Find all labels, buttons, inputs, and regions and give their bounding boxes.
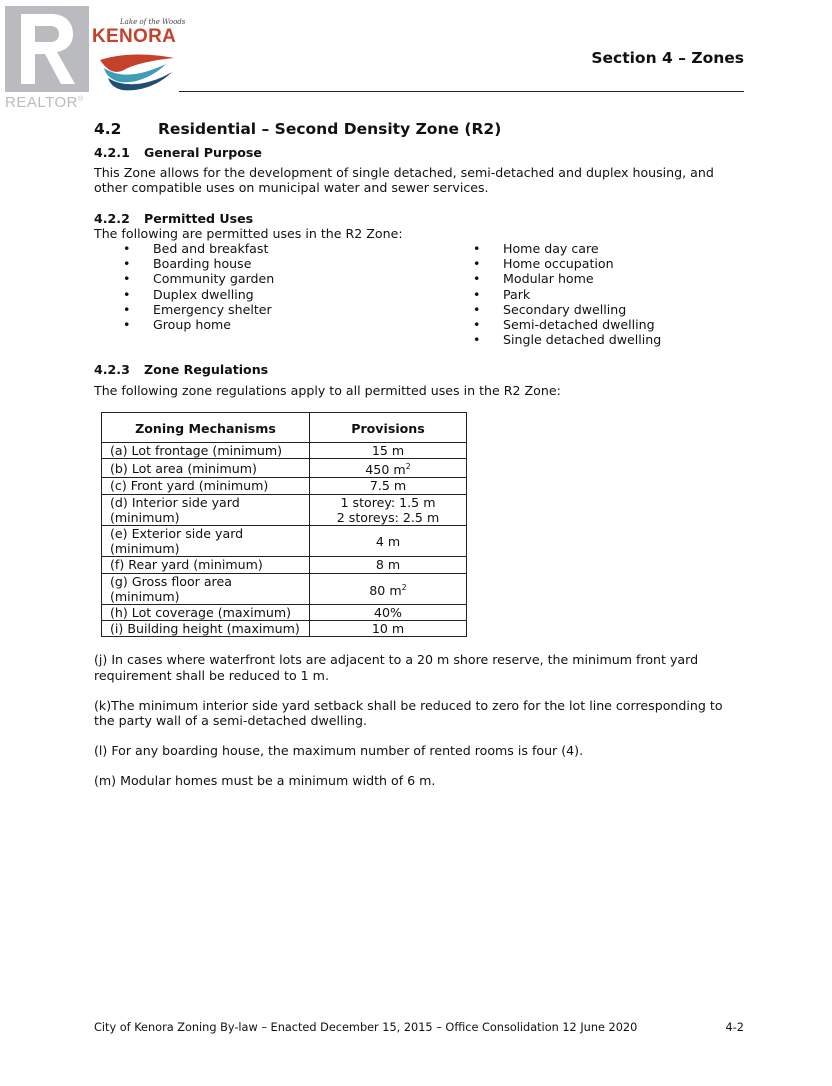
mechanism-cell: (g) Gross floor area (minimum): [102, 573, 310, 604]
list-item: • Park: [444, 287, 661, 302]
table-row: [102, 526, 467, 557]
note-k: (k)The minimum interior side yard setback shall be reduced to zero for the lot line corresponding to the party wall of a semi-detached dwelling.: [94, 697, 723, 729]
table-row: [102, 605, 467, 621]
list-item: • Group home: [94, 317, 444, 332]
uses-column-right: [444, 241, 661, 347]
section-header: Section 4 – Zones: [591, 49, 744, 67]
mechanism-cell: (e) Exterior side yard (minimum): [102, 526, 310, 557]
list-item: • Semi-detached dwelling: [444, 317, 661, 332]
kenora-tagline: Lake of the Woods: [120, 18, 186, 26]
note-m: (m) Modular homes must be a minimum width of 6 m.: [94, 773, 436, 789]
purpose-text: This Zone allows for the development of single detached, semi-detached and duplex housing, and other compatible uses on municipal water and sewer services.: [94, 165, 714, 196]
provision-cell: 80 $m^2$: [310, 573, 467, 604]
provision-cell: 4 m: [310, 526, 467, 557]
permitted-uses-heading: 4.2.2 Permitted Uses: [94, 210, 254, 226]
uses-column-left: [94, 241, 444, 347]
kenora-logo: [90, 18, 186, 94]
realtor-logo: [5, 6, 95, 110]
table-row: [102, 459, 467, 478]
note-j: (j) In cases where waterfront lots are adjacent to a 20 m shore reserve, the minimum front yard requirement shall be reduced to 1 m.: [94, 652, 699, 683]
provision-cell: 1 storey: 1.5 m 2 storeys: 2.5 m: [310, 494, 467, 525]
mechanism-cell: (f) Rear yard (minimum): [102, 557, 310, 573]
mechanism-cell: (c) Front yard (minimum): [102, 478, 310, 494]
list-item: • Emergency shelter: [94, 302, 444, 317]
header-divider: [179, 91, 744, 92]
list-item: • Home day care: [444, 241, 661, 256]
footer-text: City of Kenora Zoning By-law – Enacted December 15, 2015 – Office Consolidation 12 June 2020: [94, 1021, 638, 1034]
list-item: • Single detached dwelling: [444, 332, 661, 347]
page-number: 4-2: [725, 1021, 744, 1034]
section-title: 4.2 Residential – Second Density Zone (R2): [94, 120, 502, 138]
list-item: • Boarding house: [94, 256, 444, 271]
provision-cell: 7.5 m: [310, 478, 467, 494]
permitted-uses-list: [94, 241, 744, 347]
mechanism-cell: (a) Lot frontage (minimum): [102, 442, 310, 458]
realtor-wordmark: REALTOR®: [5, 94, 84, 111]
page-footer: [94, 1021, 744, 1034]
zone-regulations-table: [101, 412, 467, 638]
provision-cell: 10 m: [310, 621, 467, 637]
list-item: • Community garden: [94, 271, 444, 286]
table-row: [102, 557, 467, 573]
table-row: [102, 573, 467, 604]
mechanism-cell: (i) Building height (maximum): [102, 621, 310, 637]
column-header: Zoning Mechanisms: [102, 412, 310, 442]
mechanism-cell: (b) Lot area (minimum): [102, 459, 310, 478]
note-l: (l) For any boarding house, the maximum number of rented rooms is four (4).: [94, 743, 584, 759]
mechanism-cell: (d) Interior side yard (minimum): [102, 494, 310, 525]
kenora-wordmark: KENORA: [92, 26, 177, 47]
list-item: • Duplex dwelling: [94, 287, 444, 302]
table-row: [102, 621, 467, 637]
realtor-r-icon: [5, 6, 89, 92]
list-item: • Home occupation: [444, 256, 661, 271]
list-item: • Bed and breakfast: [94, 241, 444, 256]
table-row: [102, 442, 467, 458]
list-item: • Secondary dwelling: [444, 302, 661, 317]
permitted-uses-intro: The following are permitted uses in the R2 Zone:: [94, 225, 403, 241]
column-header: Provisions: [310, 412, 467, 442]
table-row: [102, 478, 467, 494]
provision-cell: 450 $m^2$: [310, 459, 467, 478]
page-content: [94, 119, 744, 789]
provision-cell: 8 m: [310, 557, 467, 573]
regulations-heading: 4.2.3 Zone Regulations: [94, 362, 269, 378]
mechanism-cell: (h) Lot coverage (maximum): [102, 605, 310, 621]
table-header-row: [102, 412, 467, 442]
list-item: • Modular home: [444, 271, 661, 286]
regulations-intro: The following zone regulations apply to all permitted uses in the R2 Zone:: [94, 382, 561, 398]
kenora-wave-icon: [94, 50, 176, 92]
purpose-heading: 4.2.1 General Purpose: [94, 145, 262, 160]
provision-cell: 40%: [310, 605, 467, 621]
provision-cell: 15 m: [310, 442, 467, 458]
table-row: [102, 494, 467, 525]
